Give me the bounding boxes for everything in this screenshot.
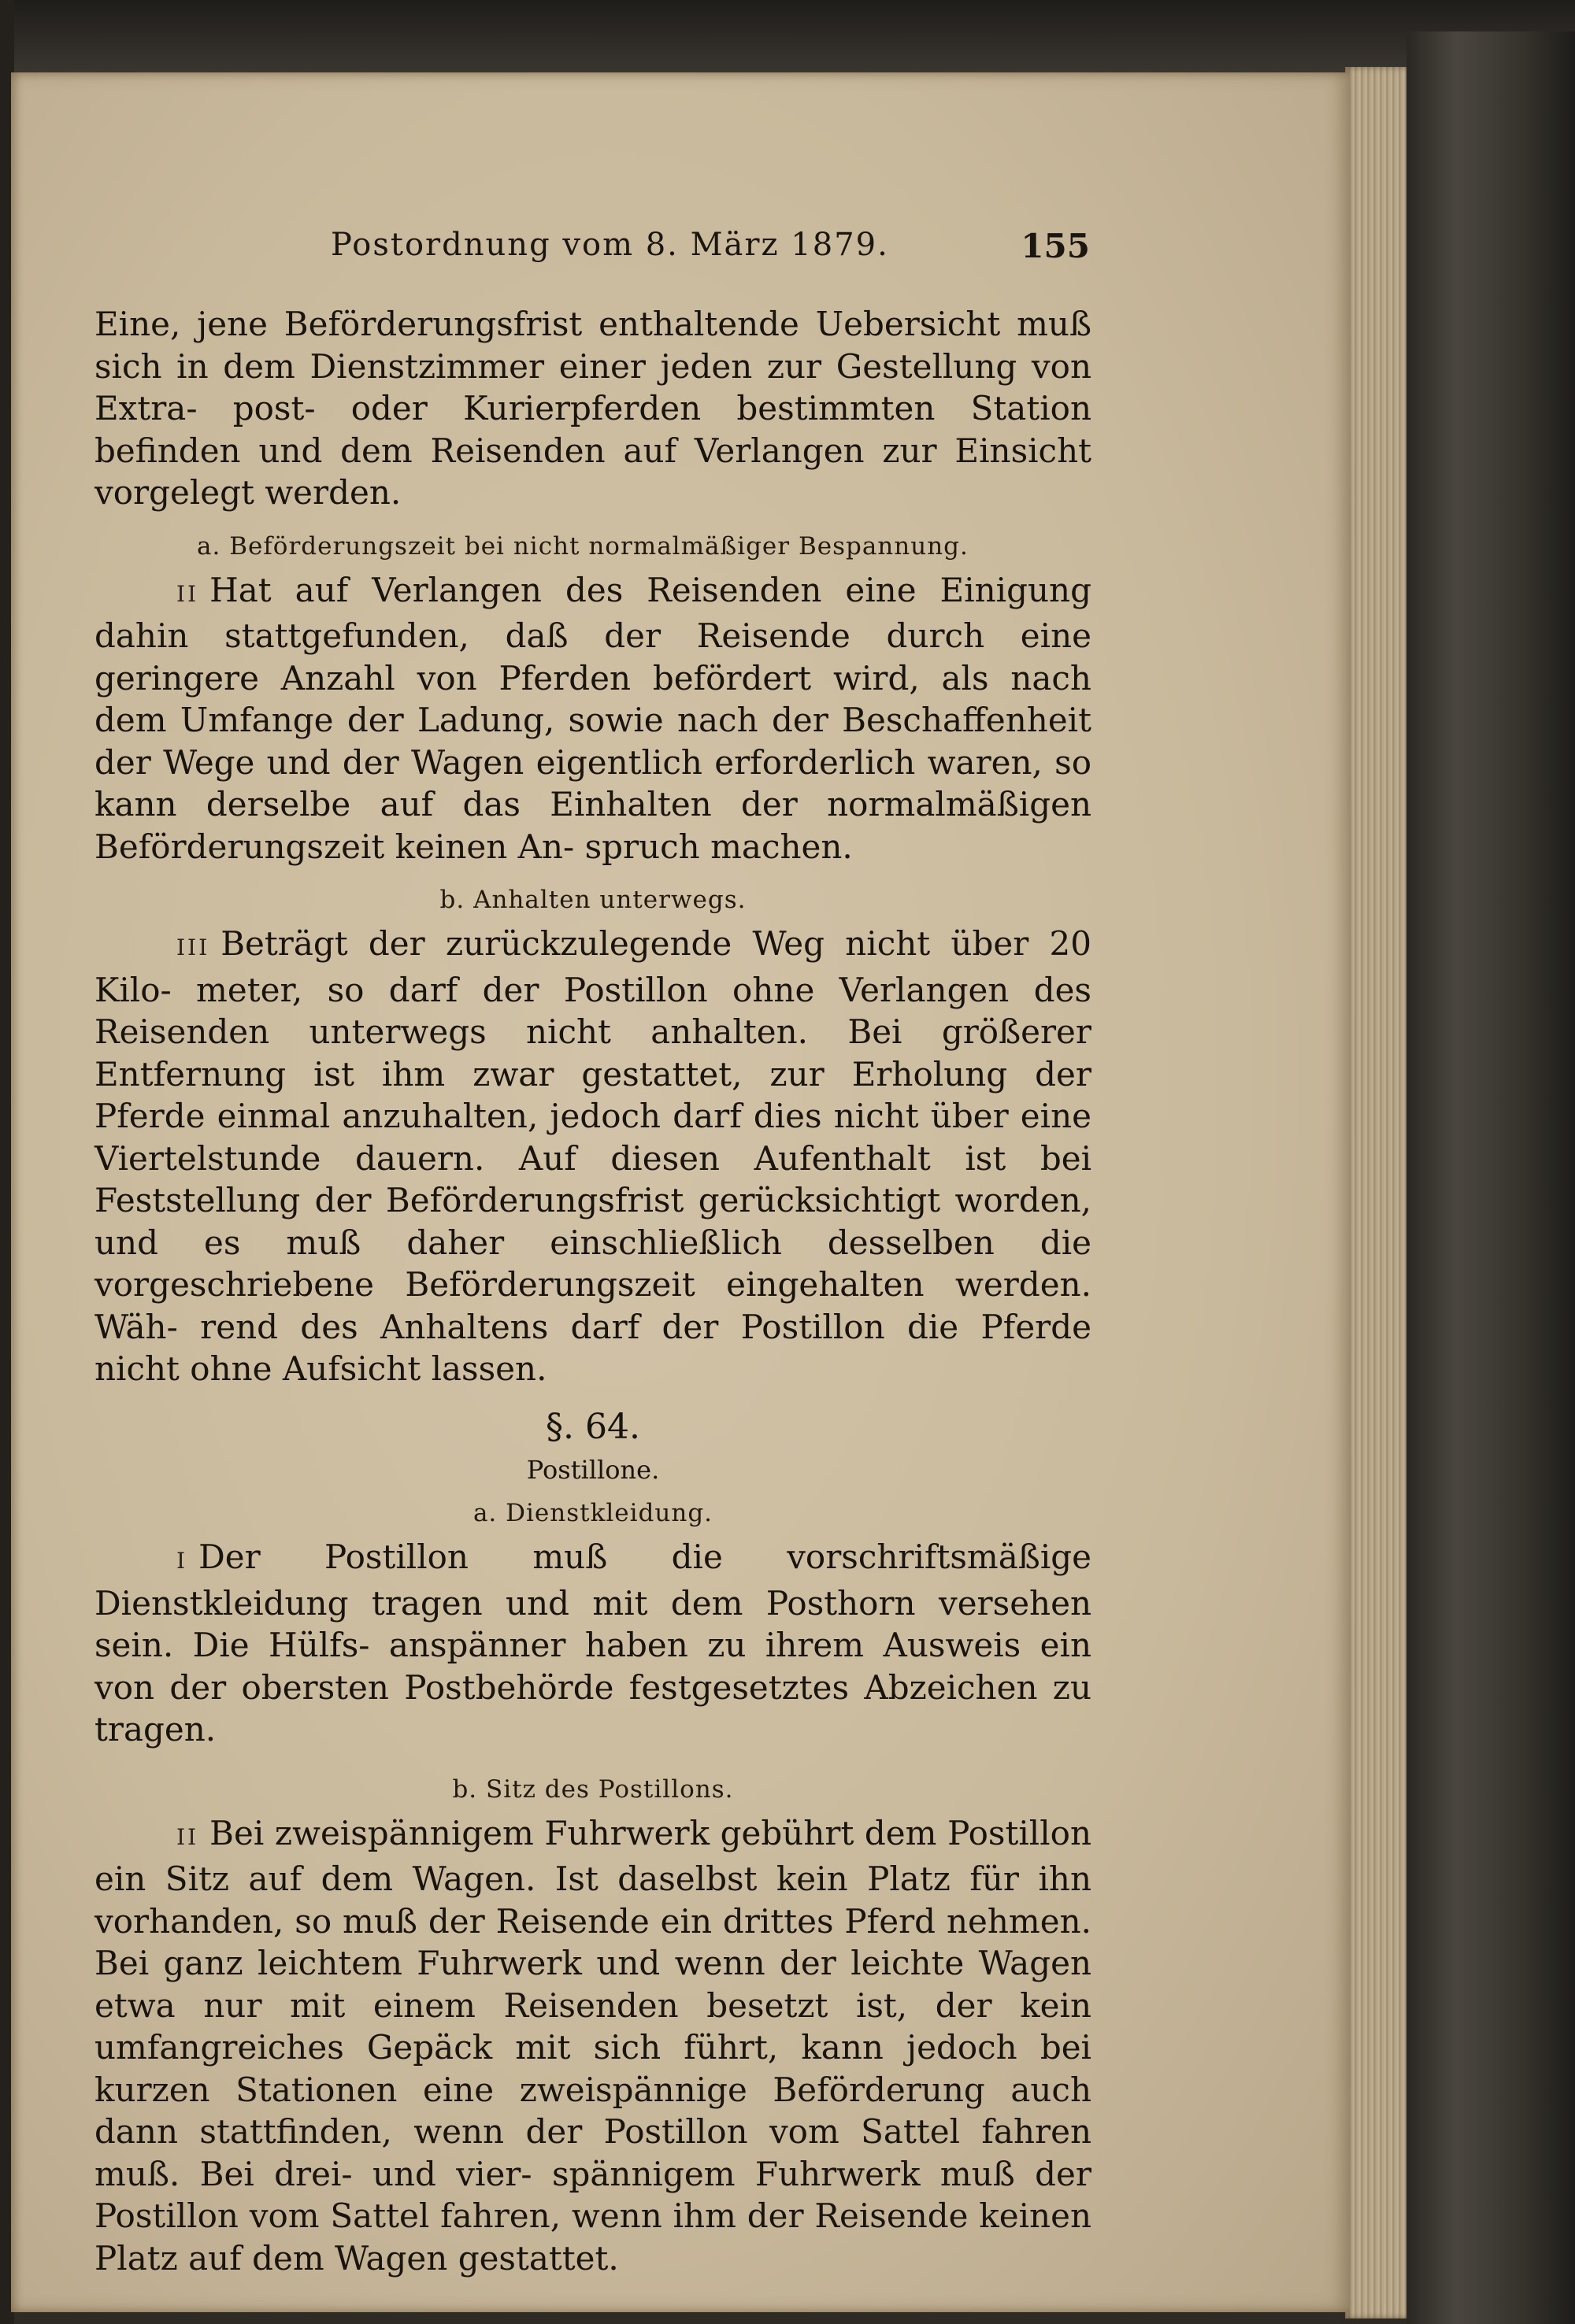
page-number: 155 bbox=[1021, 227, 1090, 265]
subheading-a-dienstkleidung: a. Dienstkleidung. bbox=[472, 1499, 713, 1527]
paragraph-number: I bbox=[176, 1548, 188, 1574]
paragraph-iii bbox=[94, 923, 1091, 1390]
subheading-b-anhalten: b. Anhalten unterwegs. bbox=[439, 886, 747, 914]
paragraph-number: III bbox=[176, 934, 210, 960]
paragraph-text: Der Postillon muß die vorschriftsmäßige Dienstkleidung tragen und mit dem Posthorn versehen sein. Die Hülfs- anspänner haben zu ihrem Ausweis ein von der obersten Postbehörde festgesetztes Abzeichen zu tragen. bbox=[94, 1538, 1091, 1749]
paragraph-number: II bbox=[176, 1823, 199, 1850]
section-number: §. 64. bbox=[546, 1406, 640, 1447]
book-spine bbox=[1406, 31, 1575, 2324]
paragraph-text: Bei zweispännigem Fuhrwerk gebührt dem Postillon ein Sitz auf dem Wagen. Ist daselbst kein Platz für ihn vorhanden, so muß der Reisende ein drittes Pferd nehmen. Bei ganz leichtem Fuhrwerk und wenn der leichte Wagen etwa nur mit einem Reisenden besetzt ist, der kein umfangreiches Gepäck mit sich führt, kann jedoch bei kurzen Stationen eine zweispännige Beförderung auch dann stattfinden, wenn der Postillon vom Sattel fahren muß. Bei drei- und vier- spännigem Fuhrwerk muß der Postillon vom Sattel fahren, wenn ihm der Reisende keinen Platz auf dem Wagen gestattet. bbox=[94, 1813, 1091, 2278]
subheading-b-sitz: b. Sitz des Postillons. bbox=[452, 1774, 734, 1804]
paragraph-text: Beträgt der zurückzulegende Weg nicht über 20 Kilo- meter, so darf der Postillon ohne Verlangen des Reisenden unterwegs nicht anhalten. Bei größerer Entfernung ist ihm zwar gestattet, zur Erholung der Pferde einmal anzuhalten, jedoch darf dies nicht über eine Viertelstunde dauern. Auf diesen Aufenthalt ist bei Feststellung der Beförderungsfrist gerücksichtigt worden, und es muß daher einschließlich desselben die vorgeschriebene Beförderungszeit eingehalten werden. Wäh- rend des Anhaltens darf der Postillon die Pferde nicht ohne Aufsicht lassen. bbox=[94, 924, 1091, 1388]
subheading-a-bespannung: a. Beförderungszeit bei nicht normalmäßiger Bespannung. bbox=[197, 531, 969, 561]
book-cover-top bbox=[0, 0, 1575, 75]
page-edges bbox=[1345, 67, 1406, 2318]
section-title: Postillone. bbox=[526, 1455, 660, 1485]
paragraph-i bbox=[94, 1536, 1091, 1751]
intro-paragraph: Eine, jene Beförderungsfrist enthaltende Uebersicht muß sich in dem Dienstzimmer einer jeden zur Gestellung von Extra- post- oder Kurierpferden bestimmten Station befinden und dem Reisenden auf Verlangen zur Einsicht vorgelegt werden. bbox=[94, 305, 1091, 512]
running-title: Postordnung vom 8. März 1879. bbox=[331, 227, 889, 263]
paragraph-ii-sitz bbox=[94, 1812, 1091, 2280]
paragraph-number: II bbox=[176, 580, 199, 607]
page-body bbox=[94, 303, 1091, 2279]
paragraph-ii bbox=[94, 569, 1091, 868]
paragraph-text: Hat auf Verlangen des Reisenden eine Einigung dahin stattgefunden, daß der Reisende durch eine geringere Anzahl von Pferden befördert wird, als nach dem Umfange der Ladung, sowie nach der Beschaffenheit der Wege und der Wagen eigentlich erforderlich waren, so kann derselbe auf das Einhalten der normalmäßigen Beförderungszeit keinen An- spruch machen. bbox=[94, 570, 1091, 866]
